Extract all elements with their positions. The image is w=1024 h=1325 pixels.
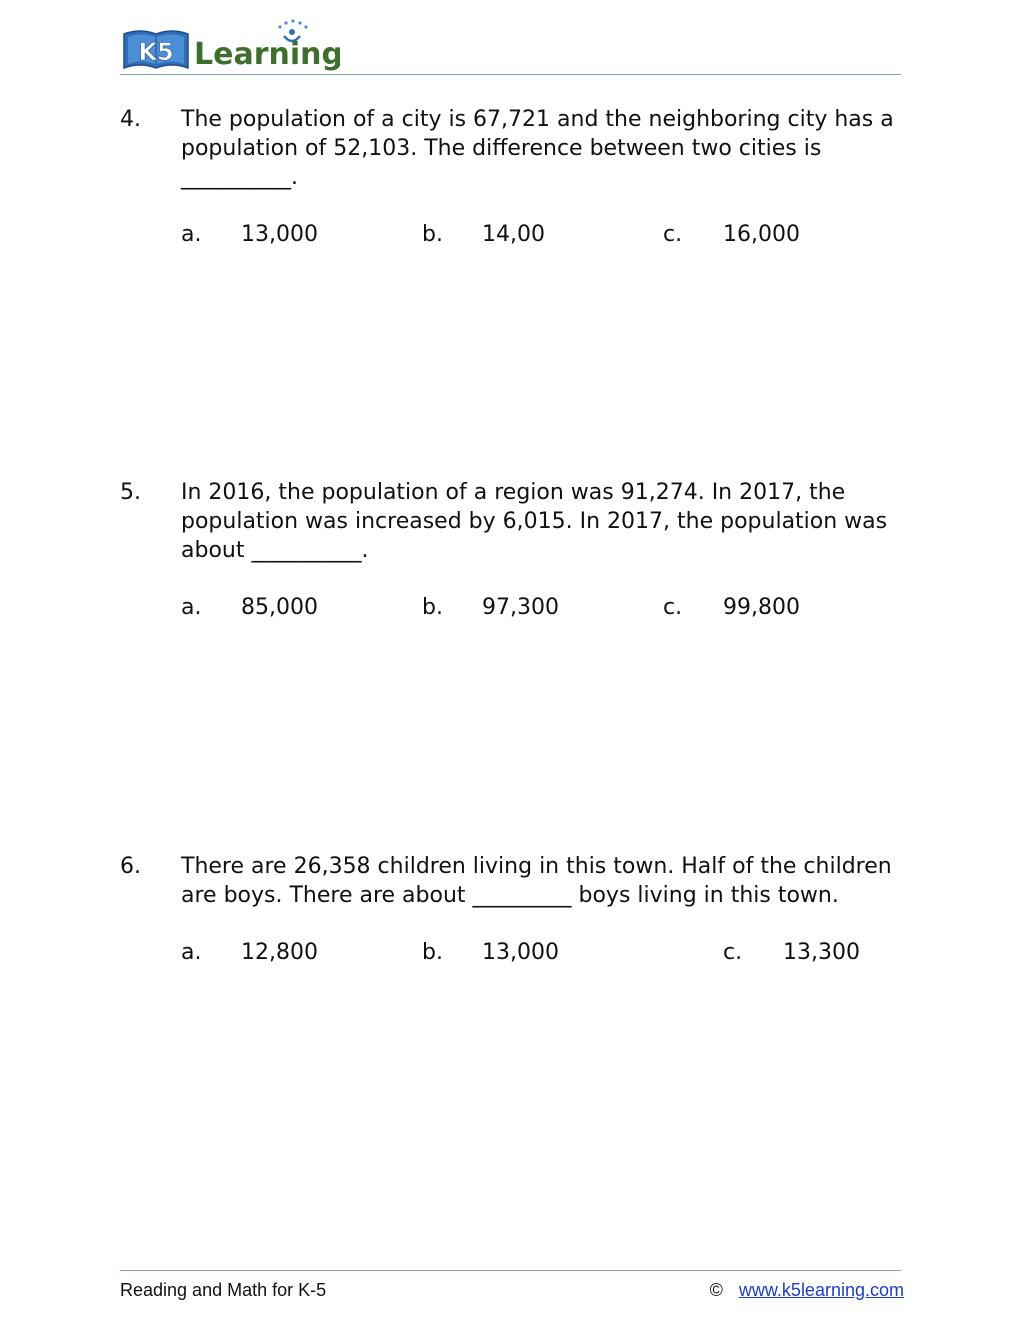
option-letter: a. bbox=[181, 222, 202, 247]
header-divider bbox=[120, 74, 901, 75]
option-value: 13,000 bbox=[241, 222, 318, 247]
option-a[interactable] bbox=[181, 938, 318, 967]
option-value: 13,000 bbox=[482, 940, 559, 965]
copyright-symbol: © bbox=[709, 1280, 723, 1300]
k5-learning-logo bbox=[120, 18, 340, 74]
option-value: 12,800 bbox=[241, 940, 318, 965]
option-b[interactable] bbox=[422, 593, 559, 622]
option-value: 14,00 bbox=[482, 222, 545, 247]
logo-word-text: Learning bbox=[194, 37, 340, 72]
option-letter: c. bbox=[663, 222, 683, 247]
question-number: 5. bbox=[120, 480, 141, 505]
option-letter: a. bbox=[181, 595, 202, 620]
logo-badge-text: K5 bbox=[138, 38, 174, 66]
footer-tagline: Reading and Math for K-5 bbox=[120, 1280, 327, 1300]
option-b[interactable] bbox=[422, 938, 559, 967]
question-text: In 2016, the population of a region was 91,274. In 2017, the population was increased by 6,015. In 2017, the population was about __________. bbox=[181, 480, 888, 563]
option-value: 97,300 bbox=[482, 595, 559, 620]
option-letter: b. bbox=[422, 222, 443, 247]
option-letter: b. bbox=[422, 595, 443, 620]
footer-copyright bbox=[710, 1280, 904, 1301]
option-value: 99,800 bbox=[723, 595, 800, 620]
footer-divider bbox=[120, 1270, 901, 1271]
website-link[interactable]: www.k5learning.com bbox=[738, 1280, 904, 1300]
option-letter: b. bbox=[422, 940, 443, 965]
option-value: 16,000 bbox=[723, 222, 800, 247]
option-c[interactable] bbox=[723, 938, 860, 967]
option-letter: a. bbox=[181, 940, 202, 965]
option-value: 13,300 bbox=[783, 940, 860, 965]
option-c[interactable] bbox=[663, 220, 800, 249]
option-a[interactable] bbox=[181, 220, 318, 249]
option-letter: c. bbox=[723, 940, 743, 965]
option-value: 85,000 bbox=[241, 595, 318, 620]
option-c[interactable] bbox=[663, 593, 800, 622]
option-b[interactable] bbox=[422, 220, 545, 249]
question-number: 4. bbox=[120, 107, 141, 132]
option-letter: c. bbox=[663, 595, 683, 620]
question-text: The population of a city is 67,721 and the neighboring city has a population of 52,103. The difference between two cities is __________. bbox=[181, 107, 894, 190]
logo-graphic bbox=[120, 18, 340, 74]
question-text: There are 26,358 children living in this town. Half of the children are boys. There are about _________ boys living in this town. bbox=[181, 854, 892, 908]
option-a[interactable] bbox=[181, 593, 318, 622]
question-number: 6. bbox=[120, 854, 141, 879]
